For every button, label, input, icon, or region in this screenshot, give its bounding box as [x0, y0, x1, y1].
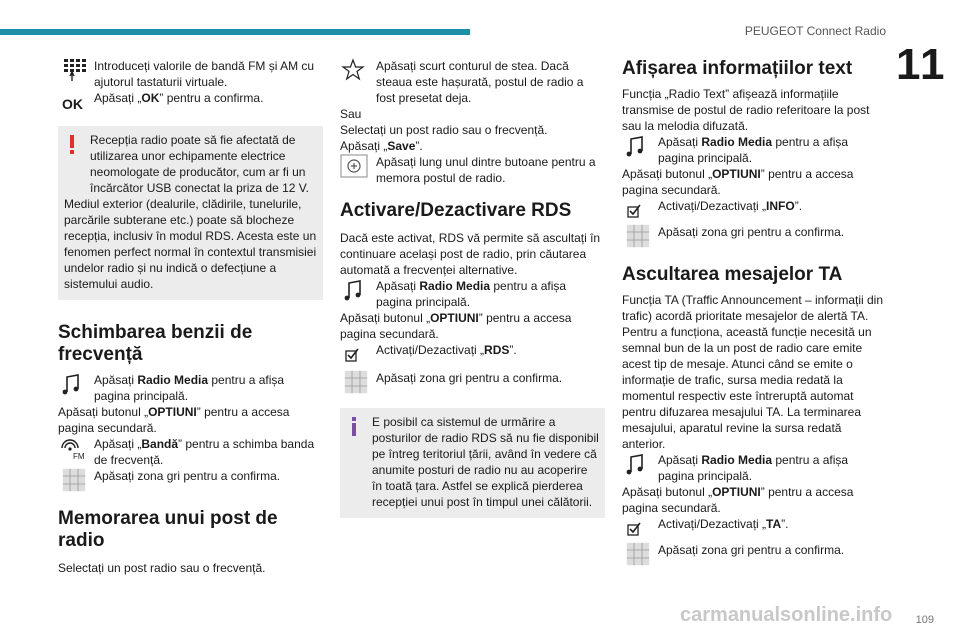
rds-options-text: Apăsați butonul „OPTIUNI” pentru a accesa pagina secundară.	[340, 311, 572, 341]
info-icon	[348, 416, 360, 438]
add-preset-icon	[340, 154, 372, 178]
info-toggle-text: Activați/Dezactivați „INFO”.	[658, 199, 803, 213]
grey-zone-icon	[58, 468, 90, 492]
grey-zone-icon	[622, 224, 654, 248]
or-text: Sau	[340, 107, 362, 121]
info-box	[340, 408, 605, 518]
select-text: Selectați un post radio sau o frecvență.	[340, 123, 548, 137]
band-step-text: Apăsați „Bandă” pentru a schimba banda de frecvență.	[94, 437, 315, 467]
column-2	[340, 58, 605, 518]
rds-toggle-step	[340, 342, 605, 370]
save-text: Apăsați „Save”.	[340, 139, 423, 153]
display-grey-text: Apăsați zona gri pentru a confirma.	[658, 225, 845, 239]
ta-grey-text: Apăsați zona gri pentru a confirma.	[658, 543, 845, 557]
ok-icon: OK	[62, 96, 83, 112]
ta-intro: Funcția TA (Traffic Announcement – informații din trafic) acordă prioritate mesajelor de alertă TA. Pentru a funcționa, această funcție necesită un semnal bun de la un post de radio care emite acest tip de mesaje. Atunci când se emite o informație de trafic, sursa media redată la momentul respectiv este întreruptă automat pentru difuzarea mesajului TA. La terminarea mesajului, aparatul revine la sursa redată anterior.	[622, 293, 884, 451]
rds-intro: Dacă este activat, RDS vă permite să ascultați în continuare același post de radio, prin căutarea automată a frecvenței alternative.	[340, 231, 601, 277]
keypad-icon	[58, 58, 90, 82]
ok-step	[58, 90, 323, 112]
ta-radio-media-step	[622, 452, 887, 484]
warning-text-1: Recepția radio poate să fie afectată de utilizarea unor echipamente electrice neomologate de producător, cum ar fi un încărcător USB conectat la priza de 12 V.	[90, 133, 310, 195]
checkbox-icon	[622, 198, 654, 222]
grey-zone-text: Apăsați zona gri pentru a confirma.	[94, 469, 281, 483]
checkbox-icon	[622, 516, 654, 540]
display-radio-media-step	[622, 134, 887, 166]
rds-grey-step	[340, 370, 605, 402]
header-title: PEUGEOT Connect Radio	[744, 24, 886, 38]
watermark: carmanualsonline.info	[680, 604, 893, 626]
info-toggle-step	[622, 198, 887, 224]
display-intro: Funcția „Radio Text” afișează informațiile transmise de postul de radio referitoare la post sau la melodia difuzată.	[622, 87, 870, 133]
keypad-step-text: Introduceți valorile de bandă FM și AM cu ajutorul tastaturii virtuale.	[94, 59, 315, 89]
store-text: Selectați un post radio sau o frecvență.	[58, 561, 266, 575]
grey-zone-step	[58, 468, 323, 500]
display-radio-media-text: Apăsați Radio Media pentru a afișa pagina principală.	[658, 135, 849, 165]
svg-text:FM: FM	[73, 452, 85, 460]
ok-step-text: Apăsați „OK” pentru a confirma.	[94, 91, 264, 105]
fm-radio-icon	[58, 436, 90, 460]
display-options-text: Apăsați butonul „OPTIUNI” pentru a accesa pagina secundară.	[622, 167, 854, 197]
warning-text-2: Mediul exterior (dealurile, clădirile, tunelurile, parcările subterane etc.) poate să blocheze recepția, inclusiv în modul RDS. Acesta este un fenomen perfect normal în contextul transmisiei undelor radio și nu indică o defecțiune a sistemului audio.	[64, 197, 317, 291]
rds-radio-media-text: Apăsați Radio Media pentru a afișa pagina principală.	[376, 279, 567, 309]
hold-text: Apăsați lung unul dintre butoane pentru a memora postul de radio.	[376, 155, 596, 185]
warning-box	[58, 126, 323, 300]
radio-media-step	[58, 372, 323, 404]
column-1	[58, 58, 323, 576]
ta-toggle-text: Activați/Dezactivați „TA”.	[658, 517, 789, 531]
rds-toggle-text: Activați/Dezactivați „RDS”.	[376, 343, 517, 357]
display-heading: Afișarea informațiilor text	[622, 58, 853, 79]
rds-heading: Activare/Dezactivare RDS	[340, 200, 572, 221]
options-text: Apăsați butonul „OPTIUNI” pentru a accesa pagina secundară.	[58, 405, 290, 435]
radio-media-text: Apăsați Radio Media pentru a afișa pagina principală.	[94, 373, 285, 403]
music-note-icon	[622, 134, 654, 158]
rds-radio-media-step	[340, 278, 605, 310]
ta-radio-media-text: Apăsați Radio Media pentru a afișa pagina principală.	[658, 453, 849, 483]
rds-grey-text: Apăsați zona gri pentru a confirma.	[376, 371, 563, 385]
store-heading: Memorarea unui post de radio	[58, 508, 278, 551]
ta-grey-step	[622, 542, 887, 574]
display-grey-step	[622, 224, 887, 256]
checkbox-icon	[340, 342, 372, 366]
column-3	[622, 58, 887, 574]
info-text: E posibil ca sistemul de urmărire a posturilor de radio RDS să nu fie disponibil pe întreg teritoriul țării, având în vedere că anumite posturi de radio nu au acoperire în toată țara. Astfel se explică pierderea recepției unui post în timpul unei călătorii.	[372, 415, 599, 509]
page-number: 109	[915, 614, 934, 626]
music-note-icon	[58, 372, 90, 396]
ta-options-text: Apăsați butonul „OPTIUNI” pentru a accesa pagina secundară.	[622, 485, 854, 515]
star-step	[340, 58, 605, 106]
grey-zone-icon	[340, 370, 372, 394]
keypad-step	[58, 58, 323, 90]
ta-heading: Ascultarea mesajelor TA	[622, 264, 843, 285]
star-icon	[340, 58, 372, 82]
chapter-number: 11	[896, 40, 947, 89]
music-note-icon	[340, 278, 372, 302]
music-note-icon	[622, 452, 654, 476]
header-accent-bar	[0, 29, 470, 35]
band-heading: Schimbarea benzii de frecvență	[58, 322, 253, 365]
ta-toggle-step	[622, 516, 887, 542]
star-text: Apăsați scurt conturul de stea. Dacă steaua este hașurată, postul de radio a fost presetat deja.	[376, 59, 584, 105]
warning-icon	[66, 134, 78, 156]
grey-zone-icon	[622, 542, 654, 566]
band-step	[58, 436, 323, 468]
hold-step	[340, 154, 605, 186]
